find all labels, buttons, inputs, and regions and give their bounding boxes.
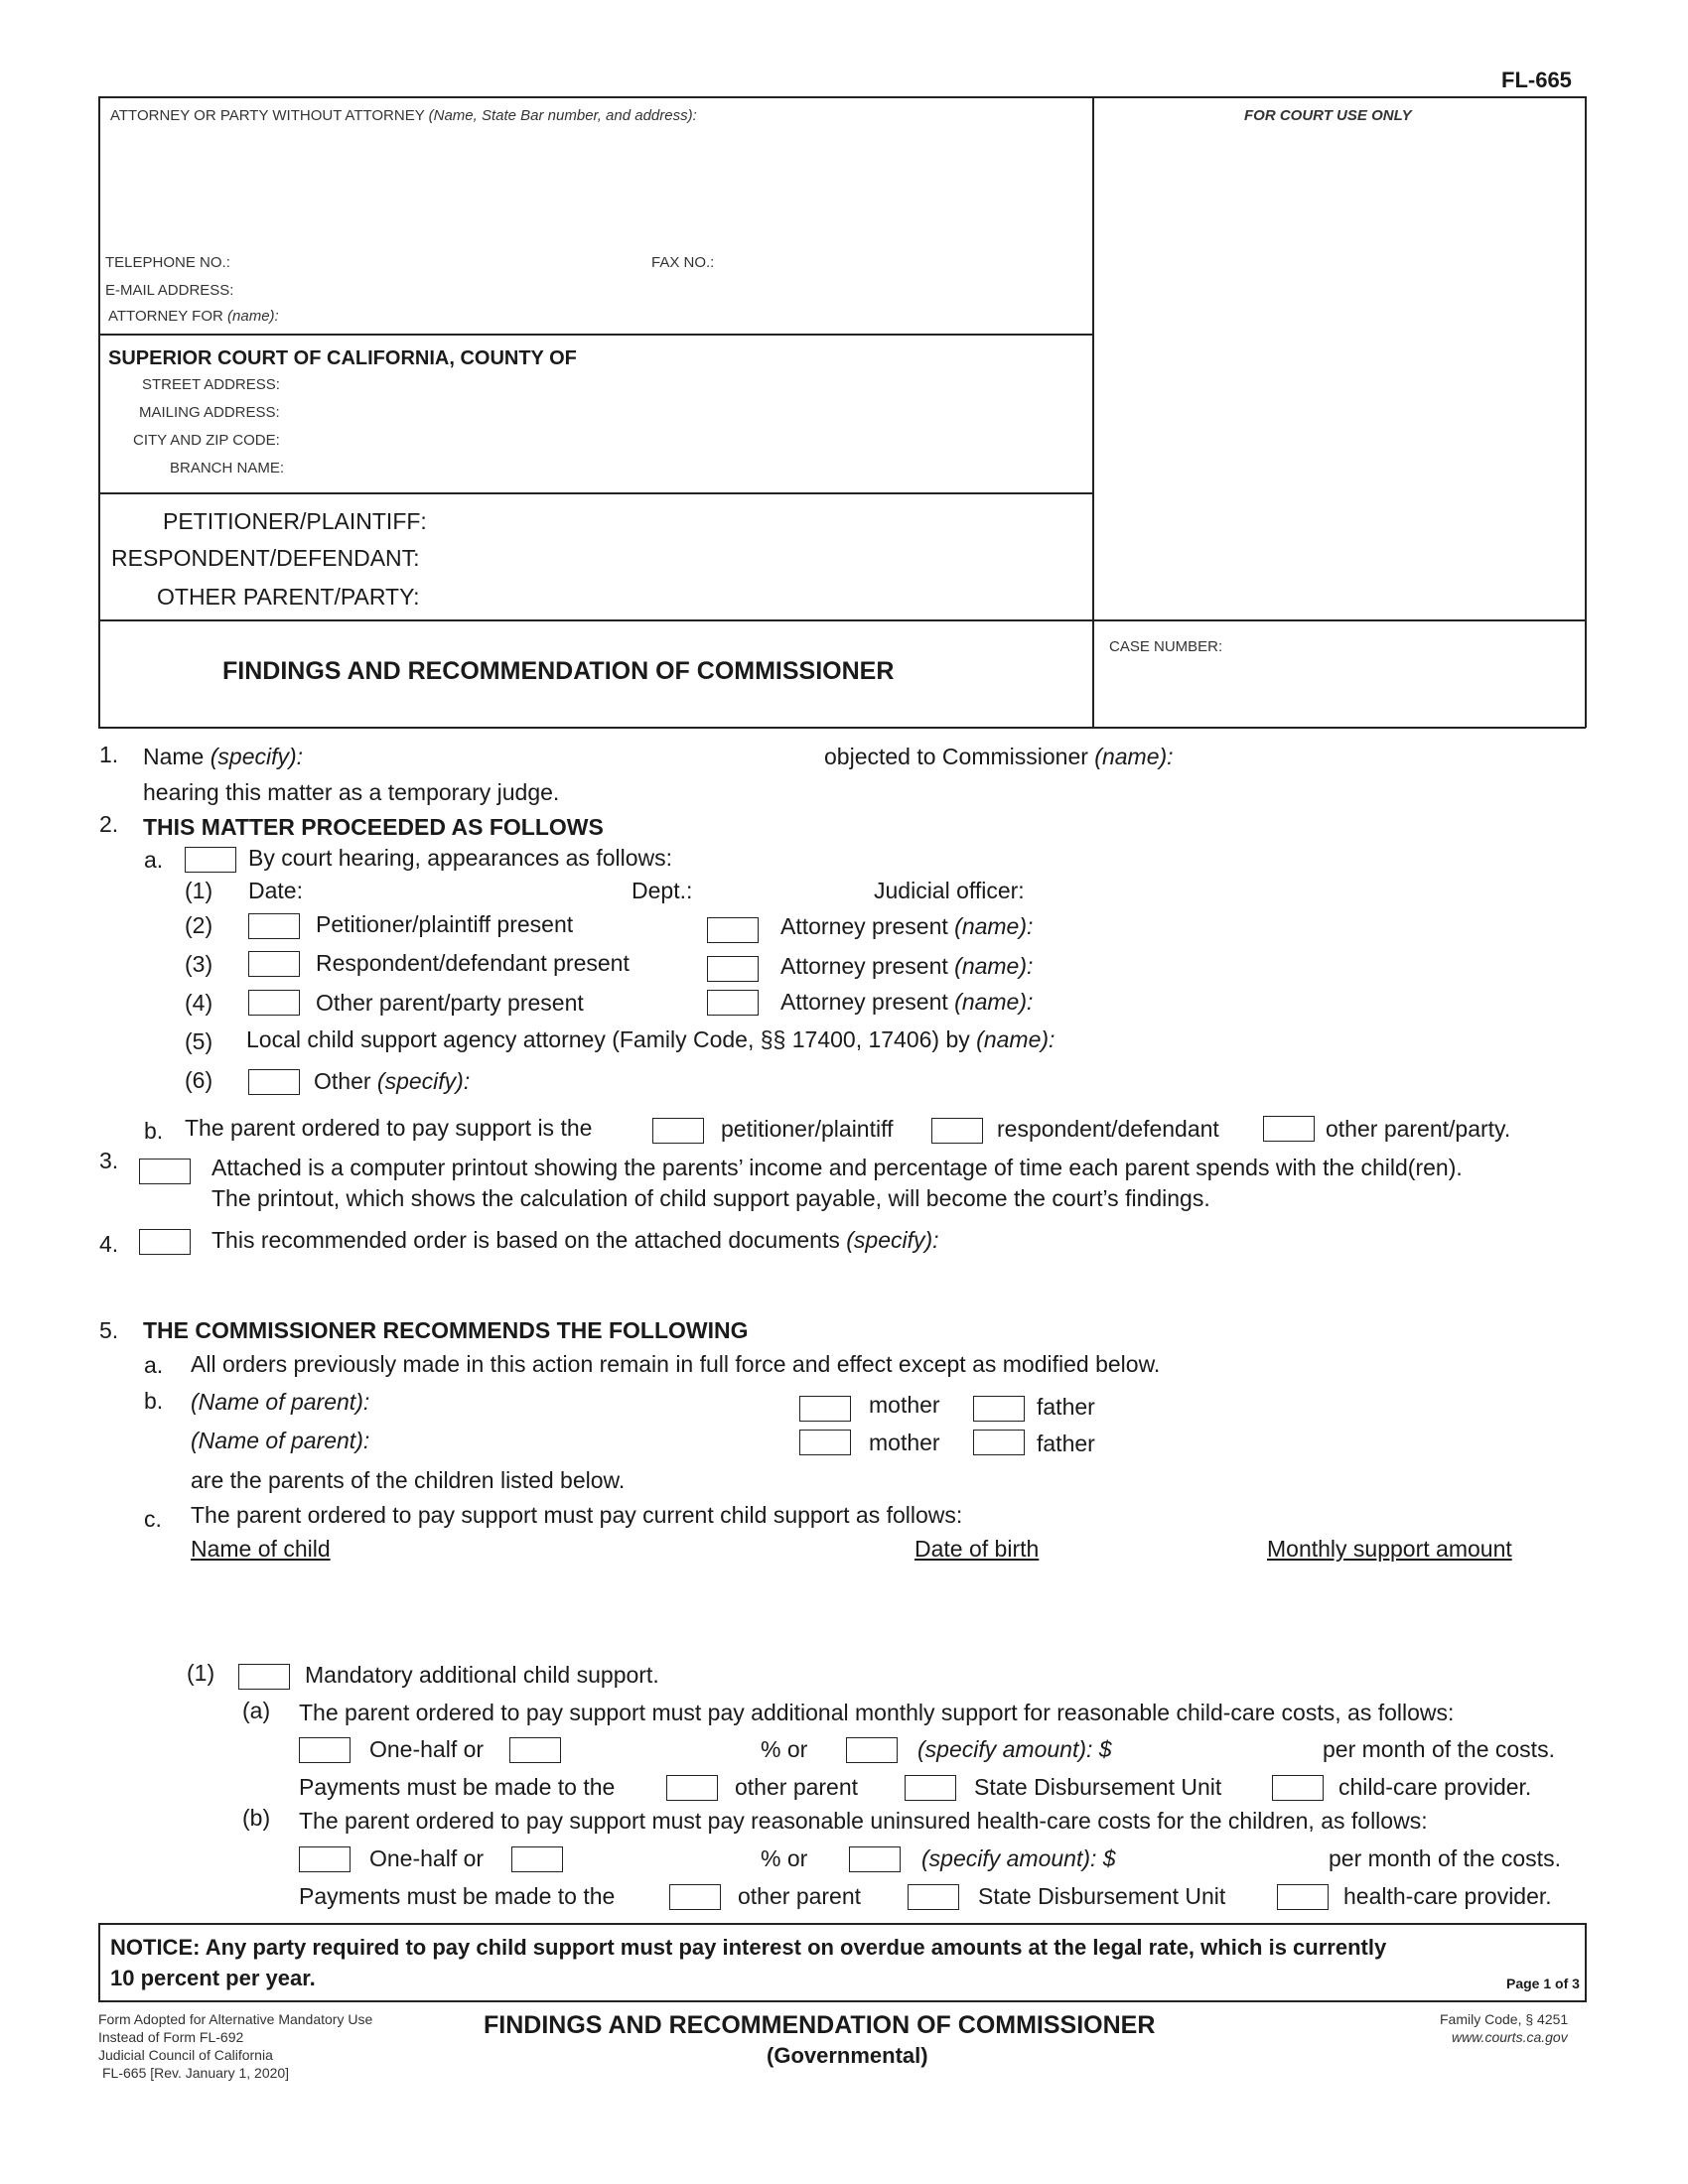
local-agency-text — [246, 1026, 1055, 1053]
item-1-name — [143, 744, 303, 770]
other-parent-present-text: Other parent/party present — [316, 990, 584, 1016]
branch-name-label: BRANCH NAME: — [170, 460, 285, 477]
health-provider-text: health-care provider. — [1343, 1883, 1552, 1909]
footer-left-1: Form Adopted for Alternative Mandatory Use — [98, 2011, 373, 2027]
caption-divider — [1092, 96, 1094, 728]
petitioner-label: PETITIONER/PLAINTIFF: — [163, 508, 427, 534]
page-number: Page 1 of 3 — [1506, 1976, 1580, 1991]
attorney-present-4-text: Attorney present — [780, 989, 948, 1015]
childcare-provider-checkbox[interactable] — [1272, 1775, 1324, 1801]
item-4-checkbox[interactable] — [139, 1229, 191, 1255]
judicial-officer-label: Judicial officer: — [874, 878, 1025, 903]
item-3-checkbox[interactable] — [139, 1159, 191, 1184]
item-2-4-label: (4) — [185, 990, 213, 1016]
attorney-label — [110, 107, 697, 124]
item-2-2-label: (2) — [185, 912, 213, 938]
caption-top-border — [98, 96, 1586, 98]
footer-right-2: www.courts.ca.gov — [1452, 2029, 1568, 2045]
childcare-per-month: per month of the costs. — [1323, 1736, 1555, 1762]
item-3-line-1: Attached is a computer printout showing the parents’ income and percentage of time each parent spends with the child(ren). — [211, 1155, 1463, 1180]
attorney-present-2-text: Attorney present — [780, 913, 948, 939]
respondent-present-text: Respondent/defendant present — [316, 950, 630, 976]
attorney-present-2-name: (name): — [954, 913, 1034, 939]
caption-line-3 — [98, 619, 1586, 621]
attorney-for-note: (name): — [227, 308, 279, 325]
attorney-present-4-checkbox[interactable] — [707, 990, 759, 1016]
item-5c-1-label: (1) — [187, 1660, 215, 1686]
pay-respondent-checkbox[interactable] — [931, 1118, 983, 1144]
item-2-number: 2. — [99, 811, 119, 837]
health-amount-checkbox[interactable] — [849, 1846, 901, 1872]
parent-2-mother-text: mother — [869, 1430, 940, 1455]
email-label: E-MAIL ADDRESS: — [105, 282, 234, 299]
item-5b-line-3: are the parents of the children listed below. — [191, 1467, 626, 1493]
caption-left-border — [98, 96, 100, 728]
childcare-one-half-checkbox[interactable] — [299, 1737, 351, 1763]
item-3-number: 3. — [99, 1148, 119, 1173]
pay-petitioner-text: petitioner/plaintiff — [721, 1116, 894, 1142]
parent-name-1-label: (Name of parent): — [191, 1389, 370, 1415]
col-name-of-child: Name of child — [191, 1536, 331, 1562]
item-1-objected — [824, 744, 1174, 770]
mailing-address-label: MAILING ADDRESS: — [139, 404, 280, 421]
item-2b-text: The parent ordered to pay support is the — [185, 1115, 593, 1141]
health-sdu-checkbox[interactable] — [908, 1884, 959, 1910]
item-1-name-label: Name — [143, 744, 205, 769]
attorney-present-3-text: Attorney present — [780, 953, 948, 979]
childcare-sdu-text: State Disbursement Unit — [974, 1774, 1222, 1800]
parent-1-father-checkbox[interactable] — [973, 1396, 1025, 1422]
item-2a-checkbox[interactable] — [185, 847, 236, 873]
health-other-parent-text: other parent — [738, 1883, 862, 1909]
pay-other-parent-text: other parent/party. — [1326, 1116, 1511, 1142]
parent-2-mother-checkbox[interactable] — [799, 1430, 851, 1455]
health-one-half-checkbox[interactable] — [299, 1846, 351, 1872]
case-number-label: CASE NUMBER: — [1109, 638, 1223, 655]
health-percent-text: % or — [761, 1845, 808, 1871]
footer-right-1: Family Code, § 4251 — [1440, 2011, 1569, 2027]
health-other-parent-checkbox[interactable] — [669, 1884, 721, 1910]
footer-left-3: Judicial Council of California — [98, 2047, 273, 2063]
form-title: FINDINGS AND RECOMMENDATION OF COMMISSIONER — [222, 657, 895, 685]
health-per-month: per month of the costs. — [1329, 1845, 1561, 1871]
item-b-text: The parent ordered to pay support must pay reasonable uninsured health-care costs for the children, as follows: — [299, 1808, 1428, 1834]
item-2-1-label: (1) — [185, 878, 213, 903]
item-2a-label: a. — [144, 847, 164, 873]
respondent-present-checkbox[interactable] — [248, 951, 300, 977]
parent-1-father-text: father — [1037, 1394, 1095, 1420]
mandatory-additional-text: Mandatory additional child support. — [305, 1662, 659, 1688]
item-1-objected-text: objected to Commissioner — [824, 744, 1088, 769]
notice-line-2: 10 percent per year. — [110, 1966, 316, 1990]
footer-title: FINDINGS AND RECOMMENDATION OF COMMISSIONER — [484, 2011, 1156, 2039]
item-4-text — [211, 1227, 939, 1254]
other-parent-present-checkbox[interactable] — [248, 990, 300, 1016]
attorney-present-2 — [780, 913, 1033, 940]
attorney-present-3-name: (name): — [954, 953, 1034, 979]
attorney-present-2-checkbox[interactable] — [707, 917, 759, 943]
footer-left-2: Instead of Form FL-692 — [98, 2029, 244, 2045]
health-percent-checkbox[interactable] — [511, 1846, 563, 1872]
city-zip-label: CITY AND ZIP CODE: — [133, 432, 280, 449]
other-specify-checkbox[interactable] — [248, 1069, 300, 1095]
item-4-number: 4. — [99, 1231, 119, 1257]
childcare-percent-checkbox[interactable] — [509, 1737, 561, 1763]
childcare-amount-checkbox[interactable] — [846, 1737, 898, 1763]
other-specify — [314, 1068, 470, 1095]
attorney-for-text: ATTORNEY FOR — [108, 308, 223, 325]
fax-label: FAX NO.: — [651, 254, 715, 271]
parent-2-father-text: father — [1037, 1431, 1095, 1456]
item-b-label: (b) — [242, 1805, 271, 1831]
respondent-label: RESPONDENT/DEFENDANT: — [111, 545, 420, 571]
health-payments-to: Payments must be made to the — [299, 1883, 616, 1909]
mandatory-additional-checkbox[interactable] — [238, 1664, 290, 1690]
childcare-amount-text: (specify amount): $ — [917, 1736, 1112, 1762]
petitioner-present-checkbox[interactable] — [248, 913, 300, 939]
local-agency-name: (name): — [976, 1026, 1055, 1052]
other-parent-label: OTHER PARENT/PARTY: — [157, 584, 420, 610]
attorney-label-text: ATTORNEY OR PARTY WITHOUT ATTORNEY — [110, 107, 425, 124]
item-5c-text: The parent ordered to pay support must pay current child support as follows: — [191, 1502, 963, 1528]
attorney-label-note: (Name, State Bar number, and address): — [428, 107, 697, 124]
item-1-name-paren: (name): — [1094, 744, 1174, 769]
item-1-number: 1. — [99, 742, 119, 767]
item-5a-label: a. — [144, 1352, 164, 1378]
street-address-label: STREET ADDRESS: — [142, 376, 280, 393]
item-4-label: This recommended order is based on the attached documents — [211, 1227, 840, 1253]
pay-petitioner-checkbox[interactable] — [652, 1118, 704, 1144]
item-5b-label: b. — [144, 1388, 164, 1414]
pay-respondent-text: respondent/defendant — [997, 1116, 1219, 1142]
col-monthly-amount: Monthly support amount — [1267, 1536, 1512, 1562]
form-number: FL-665 — [1501, 68, 1572, 92]
parent-1-mother-checkbox[interactable] — [799, 1396, 851, 1422]
childcare-other-parent-text: other parent — [735, 1774, 859, 1800]
health-sdu-text: State Disbursement Unit — [978, 1883, 1226, 1909]
parent-name-2-label: (Name of parent): — [191, 1428, 370, 1453]
local-agency-label: Local child support agency attorney (Family Code, §§ 17400, 17406) by — [246, 1026, 970, 1052]
item-4-specify: (specify): — [846, 1227, 939, 1253]
childcare-percent-text: % or — [761, 1736, 808, 1762]
pay-other-parent-checkbox[interactable] — [1263, 1116, 1315, 1142]
item-2-6-label: (6) — [185, 1067, 213, 1093]
notice-line-1: NOTICE: Any party required to pay child support must pay interest on overdue amounts at the legal rate, which is currently — [110, 1935, 1387, 1960]
item-1-specify: (specify): — [210, 744, 304, 769]
telephone-label: TELEPHONE NO.: — [105, 254, 230, 271]
date-label: Date: — [248, 878, 303, 903]
item-5c-label: c. — [144, 1506, 162, 1532]
item-2b-label: b. — [144, 1118, 164, 1144]
item-2a-text: By court hearing, appearances as follows: — [248, 845, 673, 871]
childcare-one-half-text: One-half or — [369, 1736, 485, 1762]
parent-1-mother-text: mother — [869, 1392, 940, 1418]
other-specify-paren: (specify): — [376, 1068, 471, 1094]
footer-subtitle: (Governmental) — [767, 2043, 928, 2068]
caption-right-border — [1585, 96, 1587, 728]
parent-2-father-checkbox[interactable] — [973, 1430, 1025, 1455]
attorney-present-3-checkbox[interactable] — [707, 956, 759, 982]
attorney-present-3 — [780, 953, 1033, 980]
footer-left-4: FL-665 [Rev. January 1, 2020] — [102, 2065, 290, 2081]
childcare-payments-to: Payments must be made to the — [299, 1774, 616, 1800]
item-1-line-2: hearing this matter as a temporary judge. — [143, 779, 560, 805]
attorney-present-4-name: (name): — [954, 989, 1034, 1015]
item-2-5-label: (5) — [185, 1028, 213, 1054]
health-one-half-text: One-half or — [369, 1845, 485, 1871]
childcare-provider-text: child-care provider. — [1338, 1774, 1532, 1800]
other-specify-text: Other — [314, 1068, 371, 1094]
item-a-text: The parent ordered to pay support must pay additional monthly support for reasonable child-care costs, as follows: — [299, 1700, 1455, 1725]
item-2-title: THIS MATTER PROCEEDED AS FOLLOWS — [143, 814, 604, 840]
item-2-3-label: (3) — [185, 951, 213, 977]
col-date-of-birth: Date of birth — [914, 1536, 1040, 1562]
dept-label: Dept.: — [632, 878, 693, 903]
caption-line-2 — [98, 492, 1093, 494]
item-3-line-2: The printout, which shows the calculation of child support payable, will become the court’s findings. — [211, 1185, 1210, 1211]
childcare-sdu-checkbox[interactable] — [905, 1775, 956, 1801]
attorney-present-4 — [780, 989, 1033, 1016]
item-a-label: (a) — [242, 1698, 271, 1723]
item-5-number: 5. — [99, 1317, 119, 1343]
health-amount-text: (specify amount): $ — [921, 1845, 1116, 1871]
court-title: SUPERIOR COURT OF CALIFORNIA, COUNTY OF — [108, 347, 577, 369]
item-5-title: THE COMMISSIONER RECOMMENDS THE FOLLOWING — [143, 1317, 749, 1343]
petitioner-present-text: Petitioner/plaintiff present — [316, 911, 574, 937]
caption-bottom-border — [98, 727, 1586, 729]
court-use-only: FOR COURT USE ONLY — [1244, 107, 1412, 124]
childcare-other-parent-checkbox[interactable] — [666, 1775, 718, 1801]
item-5a-text: All orders previously made in this action remain in full force and effect except as modified below. — [191, 1351, 1161, 1377]
attorney-for-label — [108, 308, 279, 325]
health-provider-checkbox[interactable] — [1277, 1884, 1329, 1910]
caption-line-1 — [98, 334, 1093, 336]
